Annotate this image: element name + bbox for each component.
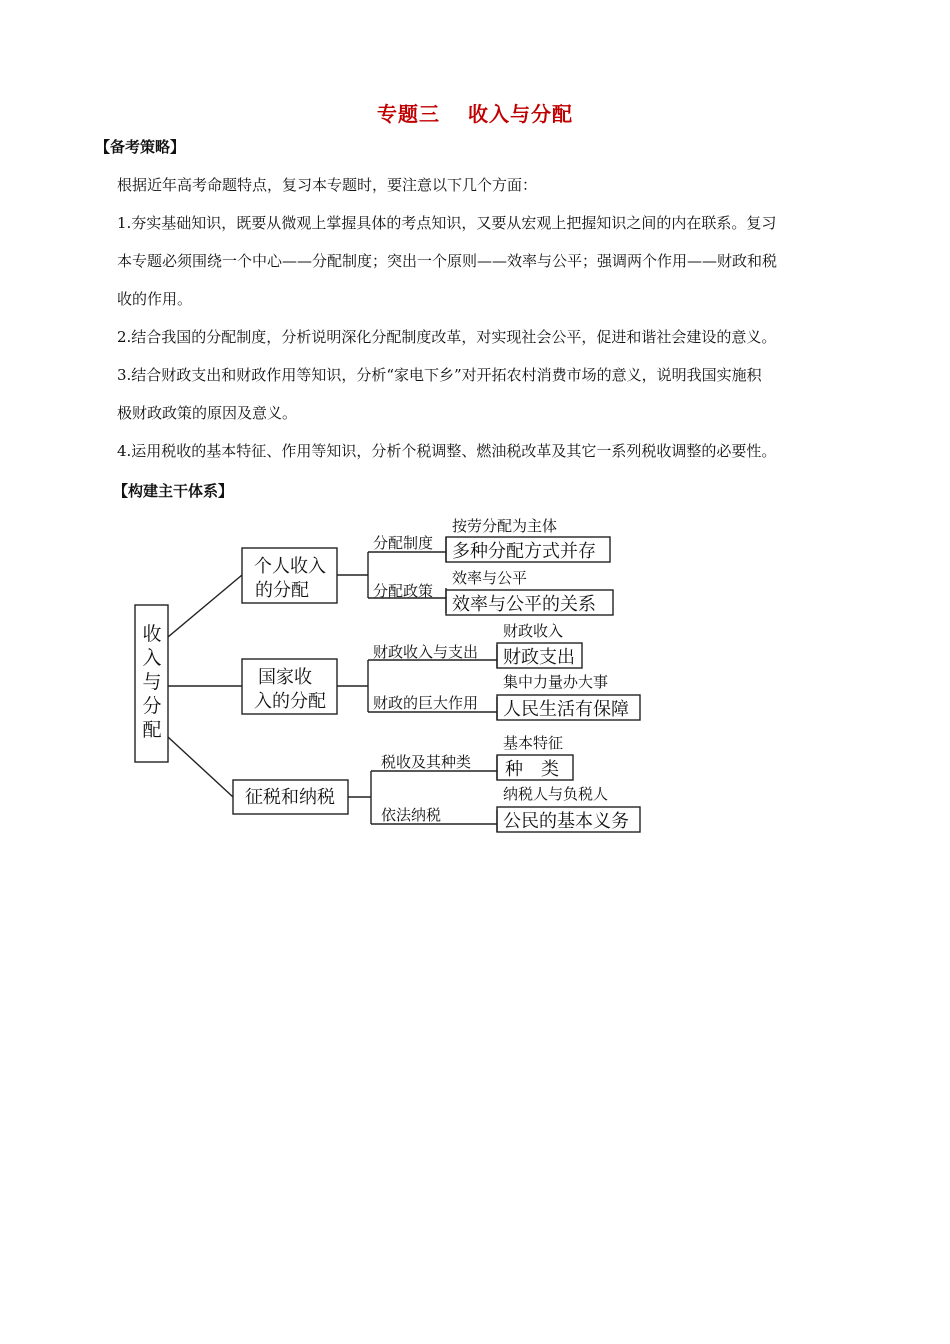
sub-label-fiscal-role: 财政的巨大作用 xyxy=(373,694,479,712)
strategy-item3-line1: 3.结合财政支出和财政作用等知识，分析“家电下乡”对开拓农村消费市场的意义，说明我国实施积 xyxy=(117,366,762,384)
branch-label-national-1: 国家收 xyxy=(258,667,312,688)
branch-label-personal-2: 的分配 xyxy=(255,580,309,601)
leaf-plain-concentrate: 集中力量办大事 xyxy=(503,673,609,691)
leaf-plain-labor-distribution: 按劳分配为主体 xyxy=(452,517,558,535)
leaf-plain-fiscal-income: 财政收入 xyxy=(503,622,564,640)
strategy-heading: 【备考策略】 xyxy=(95,138,186,156)
root-char-3: 与 xyxy=(142,671,162,693)
leaf-boxed-fiscal-expenditure: 财政支出 xyxy=(503,647,575,668)
strategy-item3-line2: 极财政政策的原因及意义。 xyxy=(117,404,298,422)
sub-label-distribution-policy: 分配政策 xyxy=(373,582,434,600)
sub-label-distribution-system: 分配制度 xyxy=(373,534,434,552)
sub-label-fiscal-income-expense: 财政收入与支出 xyxy=(373,643,479,661)
framework-heading: 【构建主干体系】 xyxy=(113,482,234,500)
leaf-boxed-civic-duty: 公民的基本义务 xyxy=(503,811,629,832)
root-char-1: 收 xyxy=(142,623,162,645)
leaf-boxed-peoples-livelihood: 人民生活有保障 xyxy=(503,699,629,720)
strategy-item1-line2: 本专题必须围绕一个中心——分配制度；突出一个原则——效率与公平；强调两个作用——财政和税 xyxy=(117,252,778,270)
root-char-5: 配 xyxy=(142,719,162,741)
sub-label-tax-types: 税收及其种类 xyxy=(381,753,472,771)
leaf-boxed-multiple-distribution: 多种分配方式并存 xyxy=(452,541,596,562)
sub-label-lawful-tax: 依法纳税 xyxy=(381,806,442,824)
branch-label-personal-1: 个人收入 xyxy=(254,556,326,577)
title-part1: 专题三 xyxy=(377,102,440,126)
root-char-4: 分 xyxy=(142,695,162,717)
strategy-item1-line3: 收的作用。 xyxy=(117,290,193,308)
leaf-boxed-tax-types: 种 类 xyxy=(505,759,559,780)
strategy-item1-line1: 1.夯实基础知识，既要从微观上掌握具体的考点知识，又要从宏观上把握知识之间的内在联系。复习 xyxy=(117,214,777,232)
leaf-boxed-efficiency-fairness: 效率与公平的关系 xyxy=(452,594,596,615)
title-part2: 收入与分配 xyxy=(468,102,573,126)
strategy-intro: 根据近年高考命题特点，复习本专题时，要注意以下几个方面： xyxy=(117,176,538,194)
leaf-plain-basic-features: 基本特征 xyxy=(503,734,564,752)
strategy-item2: 2.结合我国的分配制度，分析说明深化分配制度改革，对实现社会公平，促进和谐社会建设的意义。 xyxy=(117,328,777,346)
leaf-plain-efficiency: 效率与公平 xyxy=(452,569,528,587)
leaf-plain-taxpayer: 纳税人与负税人 xyxy=(503,785,609,803)
branch-label-national-2: 入的分配 xyxy=(254,691,326,712)
branch-label-taxation: 征税和纳税 xyxy=(245,787,335,808)
root-char-2: 入 xyxy=(142,647,162,669)
strategy-item4: 4.运用税收的基本特征、作用等知识，分析个税调整、燃油税改革及其它一系列税收调整的必要性。 xyxy=(117,442,777,460)
